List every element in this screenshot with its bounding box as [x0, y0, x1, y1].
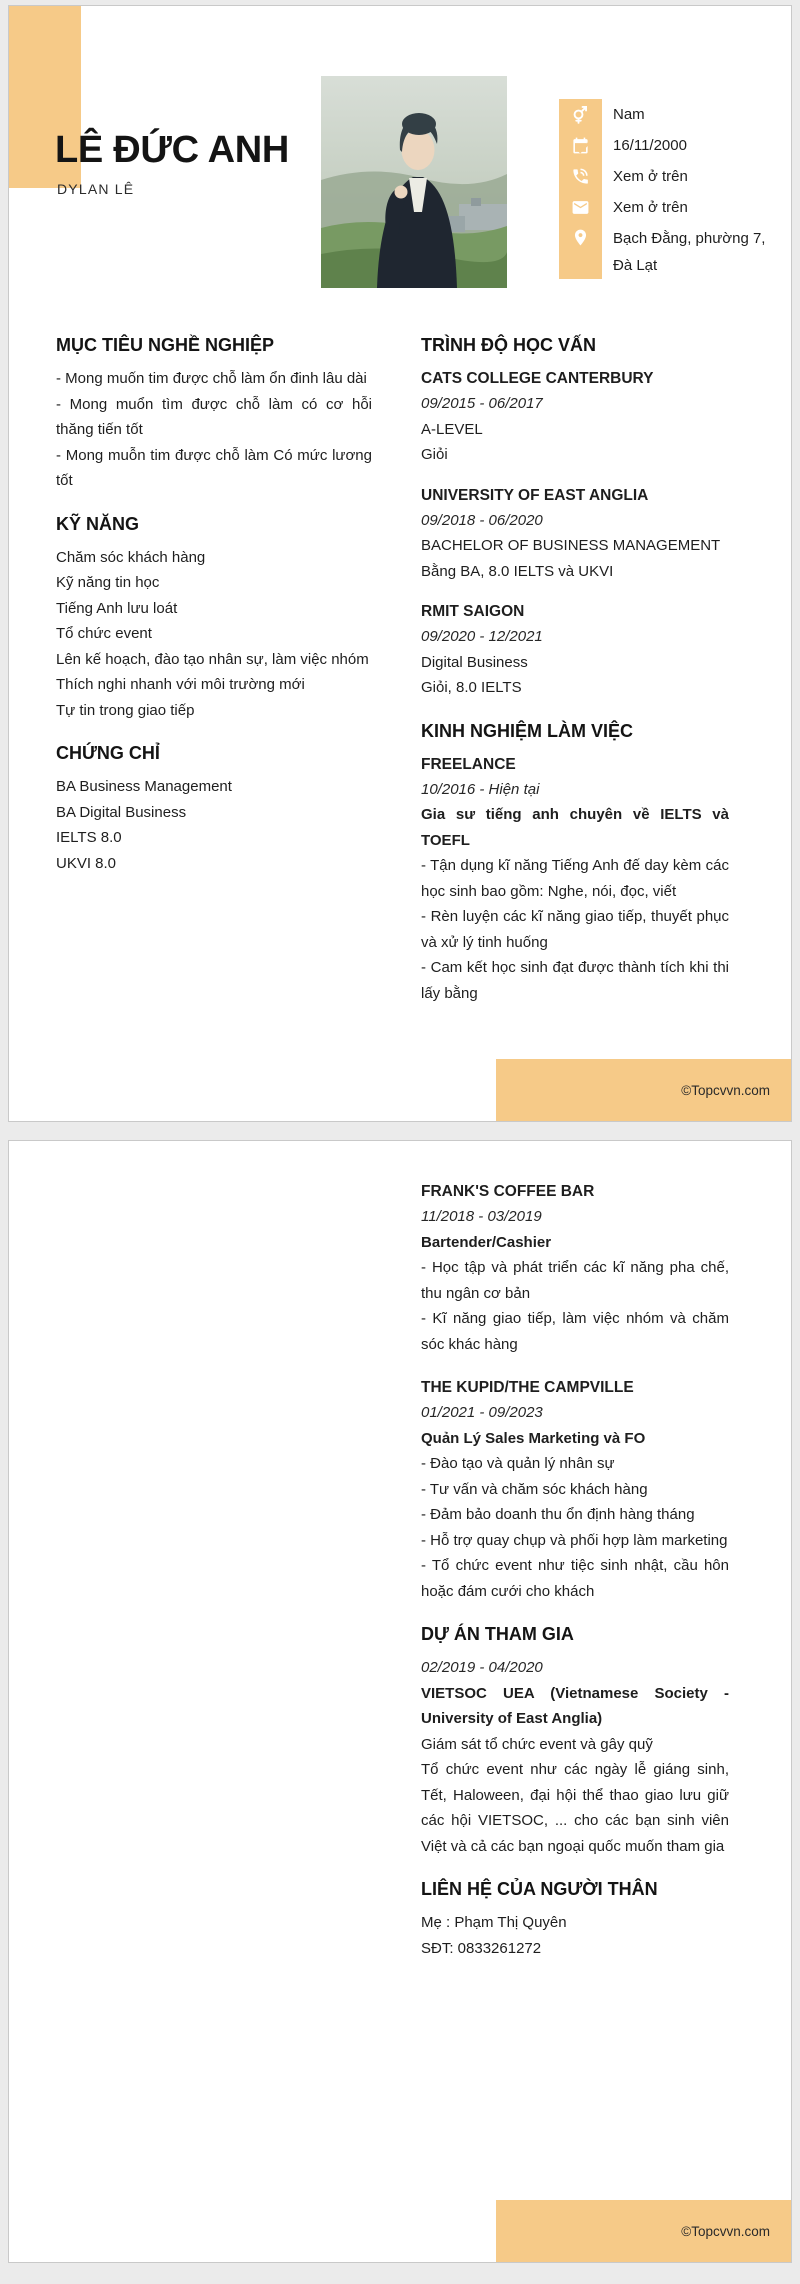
date-range: 09/2018 - 06/2020: [421, 511, 543, 529]
skill-item: Tự tin trong giao tiếp: [56, 701, 195, 719]
experience-bullet: - Kĩ năng giao tiếp, làm việc nhóm và chăm sóc khác hàng: [421, 1310, 729, 1353]
certificate-item: BA Digital Business: [56, 803, 187, 821]
experience-bullet: - Tận dụng kĩ năng Tiếng Anh đế day kèm các học sinh bao gồm: Nghe, nói, đọc, viết: [421, 857, 729, 900]
mail-icon: [559, 192, 602, 223]
certificate-item: IELTS 8.0: [56, 829, 122, 846]
phone-value: Xem ở trên: [613, 168, 688, 185]
identity-block: [55, 128, 289, 197]
contact-info: [559, 99, 791, 279]
experience-bullet: - Tư vấn và chăm sóc khách hàng: [421, 1480, 648, 1498]
email-value: Xem ở trên: [613, 199, 688, 216]
contact-row-email: [559, 192, 791, 223]
gender-value: Nam: [613, 106, 645, 123]
project-entry: [421, 1655, 729, 1859]
phone-icon: [559, 161, 602, 192]
experience-bullet: - Đào tạo và quản lý nhân sự: [421, 1455, 615, 1472]
contact-row-gender: [559, 99, 791, 130]
section-title-education: TRÌNH ĐỘ HỌC VẤN: [421, 335, 596, 355]
date-range: 02/2019 - 04/2020: [421, 1659, 543, 1676]
school-name: CATS COLLEGE CANTERBURY: [421, 370, 654, 387]
watermark-credit: ©Topcvvn.com: [681, 2223, 770, 2239]
experience-entry: [421, 1179, 729, 1357]
date-range: 11/2018 - 03/2019: [421, 1208, 542, 1225]
education-detail: Digital Business: [421, 653, 528, 671]
job-role: Bartender/Cashier: [421, 1233, 552, 1251]
skill-item: Chăm sóc khách hàng: [56, 548, 206, 566]
company-name: FRANK'S COFFEE BAR: [421, 1183, 595, 1200]
section-title-objective: MỤC TIÊU NGHỀ NGHIỆP: [56, 335, 275, 355]
section-title-experience: KINH NGHIỆM LÀM VIỆC: [421, 720, 634, 741]
school-name: UNIVERSITY OF EAST ANGLIA: [421, 486, 649, 504]
experience-bullet: - Đảm bảo doanh thu ổn định hàng tháng: [421, 1506, 695, 1523]
cv-page-1: [8, 5, 792, 1122]
education-detail: A-LEVEL: [421, 420, 483, 438]
right-column: [421, 333, 729, 1006]
certificate-item: BA Business Management: [56, 778, 232, 795]
experience-bullet: - Tổ chức event như tiệc sinh nhật, cầu hôn hoặc đám cưới cho khách: [421, 1557, 729, 1600]
footer-accent-band: [496, 1059, 791, 1121]
address-value: Bạch Đằng, phường 7, Đà Lạt: [613, 230, 766, 274]
section-title-skills: KỸ NĂNG: [56, 513, 140, 534]
skill-item: Tiếng Anh lưu loát: [56, 599, 178, 617]
experience-bullet: - Cam kết học sinh đạt được thành tích khi thi lấy bằng: [421, 959, 729, 1002]
page2-column: [421, 1179, 729, 1961]
footer-accent-band: [496, 2200, 791, 2262]
skill-item: Lên kế hoạch, đào tạo nhân sự, làm việc nhóm: [56, 650, 369, 668]
candidate-name: LÊ ĐỨC ANH: [55, 129, 289, 171]
education-detail: Giỏi: [421, 446, 448, 463]
education-entry: [421, 599, 729, 701]
project-detail: Tổ chức event như các ngày lễ giáng sinh, Tết, Haloween, đại hội thể thao giao lưu giữ các hội VIETSOC, ... cho các bạn sinh viên Việt và cả các bạn ngoại quốc muốn tham gia: [421, 1761, 729, 1855]
location-icon: [559, 223, 602, 279]
education-entry: [421, 483, 729, 585]
section-title-certificates: CHỨNG CHỈ: [56, 743, 160, 763]
date-range: 10/2016 - Hiện tại: [421, 780, 540, 798]
experience-bullet: - Hỗ trợ quay chụp và phối hợp làm marketing: [421, 1531, 728, 1549]
job-role: Quản Lý Sales Marketing và FO: [421, 1429, 646, 1447]
family-contact-line: Mẹ : Phạm Thị Quyên: [421, 1914, 567, 1931]
contact-row-phone: [559, 161, 791, 192]
job-role: Gia sư tiếng anh chuyên về IELTS và TOEFL: [421, 806, 729, 849]
education-entry: [421, 366, 729, 468]
profile-photo: [321, 76, 507, 288]
company-name: THE KUPID/THE CAMPVILLE: [421, 1379, 634, 1396]
contact-row-address: [559, 223, 791, 279]
objective-item: - Mong muổn tìm được chỗ làm có cơ hỗi thăng tiến tốt: [56, 395, 372, 438]
date-range: 01/2021 - 09/2023: [421, 1404, 543, 1421]
education-detail: Giỏi, 8.0 IELTS: [421, 679, 522, 696]
calendar-icon: [559, 130, 602, 161]
objective-item: - Mong muỗn tim được chỗ làm Có mức lương tốt: [56, 446, 372, 489]
school-name: RMIT SAIGON: [421, 603, 525, 620]
certificate-item: UKVI 8.0: [56, 854, 117, 872]
education-detail: BACHELOR OF BUSINESS MANAGEMENT: [421, 537, 721, 554]
gender-icon: [559, 99, 602, 130]
project-detail: Giám sát tổ chức event và gây quỹ: [421, 1735, 653, 1753]
section-title-projects: DỰ ÁN THAM GIA: [421, 1624, 574, 1644]
experience-bullet: - Học tập và phát triển các kĩ năng pha chế, thu ngân cơ bản: [421, 1259, 729, 1302]
skill-item: Thích nghi nhanh với môi trường mới: [56, 676, 305, 693]
skill-item: Tổ chức event: [56, 625, 152, 642]
objective-item: - Mong muốn tim được chỗ làm ổn đinh lâu dài: [56, 370, 367, 387]
date-range: 09/2020 - 12/2021: [421, 628, 543, 645]
skill-item: Kỹ năng tin học: [56, 574, 160, 591]
company-name: FREELANCE: [421, 755, 516, 773]
date-range: 09/2015 - 06/2017: [421, 395, 543, 412]
experience-entry: [421, 1375, 729, 1604]
cv-page-2: [8, 1140, 792, 2263]
left-column: [56, 333, 372, 876]
section-title-family-contact: LIÊN HỆ CỦA NGƯỜI THÂN: [421, 1879, 658, 1899]
education-detail: Bằng BA, 8.0 IELTS và UKVI: [421, 562, 614, 580]
birthday-value: 16/11/2000: [613, 137, 687, 154]
candidate-nickname: DYLAN LÊ: [57, 181, 135, 197]
contact-row-birthday: [559, 130, 791, 161]
experience-bullet: - Rèn luyện các kĩ năng giao tiếp, thuyết phục và xử lý tinh huống: [421, 908, 729, 951]
experience-entry: [421, 752, 729, 1007]
watermark-credit: ©Topcvvn.com: [681, 1082, 770, 1098]
family-contact-line: SĐT: 0833261272: [421, 1939, 542, 1957]
project-name: VIETSOC UEA (Vietnamese Society - University of East Anglia): [421, 1684, 729, 1727]
